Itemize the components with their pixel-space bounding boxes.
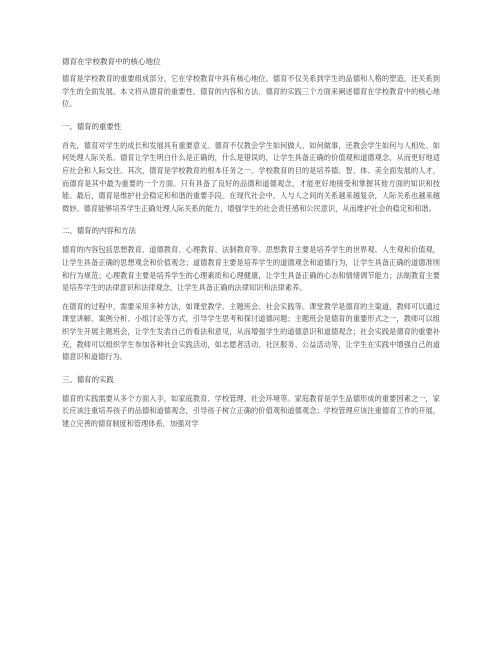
content-paragraph: 德育的内容包括思想教育、道德教育、心理教育、法制教育等。思想教育主要是培养学生的世界观、人生观和价值观，让学生具备正确的思想观念和价值观念；道德教育主要是培养学生的道德观念和道德行为，让学生具备正确的道德准则和行为规范；心理教育主要是培养学生的心理素质和心理健康，让学生具备正确的心态和情绪调节能力；法制教育主要是培养学生的法律意识和法律观念，让学生具备正确的法律知识和法律素养。 — [62, 245, 440, 293]
section-heading-content-methods: 二、德育的内容和方法 — [62, 226, 136, 236]
document-title: 德育在学校教育中的核心地位 — [62, 57, 161, 66]
practice-paragraph: 德育的实践需要从多个方面入手，如家庭教育、学校管理、社会环境等。家庭教育是学生品德形成的重要因素之一，家长应该注重培养孩子的品德和道德观念，引导孩子树立正确的价值观和道德观念；学校管理应该注重德育工作的开展，建立完善的德育制度和管理体系，加强对学 — [62, 393, 440, 428]
methods-paragraph: 在德育的过程中，需要采用多种方法，如课堂教学、主题班会、社会实践等。课堂教学是德育的主渠道，教师可以通过课堂讲解、案例分析、小组讨论等方式，引导学生思考和探讨道德问题；主题班会是德育的重要形式之一，教师可以组织学生开展主题班会，让学生发表自己的看法和意见，从而增强学生的道德意识和道德观念；社会实践是德育的重要补充，教师可以组织学生参加各种社会实践活动，如志愿者活动、社区服务、公益活动等，让学生在实践中增强自己的道德意识和道德行为。 — [62, 301, 440, 362]
importance-paragraph: 首先，德育对学生的成长和发展具有重要意义。德育不仅教会学生如何做人、如何做事，还教会学生如何与人相处、如何处理人际关系。德育让学生明白什么是正确的，什么是错误的，让学生具备正确的价值观和道德观念，从而更好地适应社会和人际交往。其次，德育是学校教育的根本任务之一。学校教育的目的是培养德、智、体、美全面发展的人才，而德育是其中最为重要的一个方面。只有具备了良好的品德和道德观念，才能更好地接受和掌握其他方面的知识和技能。最后，德育是维护社会稳定和和谐的重要手段。在现代社会中，人与人之间的关系越来越复杂，人际关系也越来越微妙。德育能够培养学生正确处理人际关系的能力，增强学生的社会责任感和公民意识，从而维护社会的稳定和和谐。 — [62, 140, 440, 213]
section-heading-practice: 三、德育的实践 — [62, 374, 114, 384]
section-heading-importance: 一、德育的重要性 — [62, 121, 122, 131]
intro-paragraph: 德育是学校教育的重要组成部分，它在学校教育中具有核心地位。德育不仅关系到学生的品德和人格的塑造，还关系到学生的全面发展。本文将从德育的重要性、德育的内容和方法、德育的实践三个方面来阐述德育在学校教育中的核心地位。 — [62, 74, 440, 109]
document-page — [62, 56, 440, 436]
